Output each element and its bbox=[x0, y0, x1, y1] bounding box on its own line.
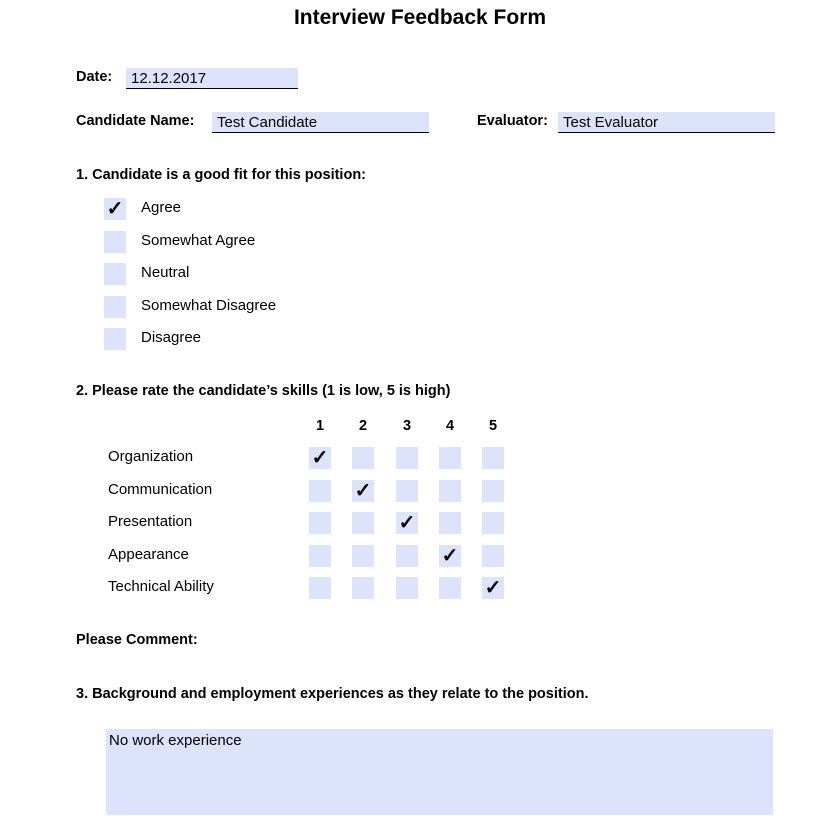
fit-checkbox[interactable]: ✓ bbox=[104, 198, 126, 220]
question-1-label: 1. Candidate is a good fit for this position: bbox=[76, 167, 366, 183]
skill-rating-checkbox[interactable]: ✓ bbox=[439, 545, 461, 567]
rating-scale-header: 1 bbox=[315, 418, 325, 434]
date-field[interactable]: 12.12.2017 bbox=[126, 68, 298, 89]
rating-scale-header: 3 bbox=[402, 418, 412, 434]
fit-option-label: Neutral bbox=[141, 264, 190, 281]
skill-rating-checkbox[interactable]: ✓ bbox=[309, 447, 331, 469]
skill-rating-checkbox[interactable] bbox=[439, 512, 461, 534]
skill-rating-checkbox[interactable] bbox=[309, 512, 331, 534]
skill-rating-checkbox[interactable] bbox=[309, 577, 331, 599]
rating-scale-header: 4 bbox=[445, 418, 455, 434]
skill-rating-checkbox[interactable] bbox=[396, 577, 418, 599]
skill-rating-checkbox[interactable] bbox=[439, 577, 461, 599]
skill-rating-checkbox[interactable] bbox=[352, 545, 374, 567]
fit-option-label: Somewhat Disagree bbox=[141, 297, 277, 314]
skill-rating-checkbox[interactable] bbox=[482, 447, 504, 469]
skill-rating-checkbox[interactable] bbox=[396, 545, 418, 567]
fit-checkbox[interactable] bbox=[104, 263, 126, 285]
rating-scale-header: 2 bbox=[358, 418, 368, 434]
skill-rating-checkbox[interactable] bbox=[352, 577, 374, 599]
question-2-label: 2. Please rate the candidate’s skills (1 is low, 5 is high) bbox=[76, 383, 451, 399]
fit-checkbox[interactable] bbox=[104, 328, 126, 350]
skill-label: Organization bbox=[108, 448, 194, 465]
background-experience-textarea[interactable]: No work experience bbox=[106, 729, 773, 815]
skill-rating-checkbox[interactable] bbox=[309, 545, 331, 567]
skill-rating-checkbox[interactable] bbox=[352, 512, 374, 534]
skill-rating-checkbox[interactable] bbox=[439, 480, 461, 502]
skill-rating-checkbox[interactable] bbox=[396, 447, 418, 469]
evaluator-field[interactable]: Test Evaluator bbox=[558, 112, 775, 133]
skill-rating-checkbox[interactable] bbox=[482, 545, 504, 567]
rating-scale-header: 5 bbox=[488, 418, 498, 434]
fit-option-label: Disagree bbox=[141, 329, 202, 346]
question-3-label: 3. Background and employment experiences as they relate to the position. bbox=[76, 686, 589, 702]
fit-checkbox[interactable] bbox=[104, 296, 126, 318]
skill-label: Presentation bbox=[108, 513, 193, 530]
candidate-name-label: Candidate Name: bbox=[76, 113, 195, 129]
skill-label: Communication bbox=[108, 481, 213, 498]
comment-label: Please Comment: bbox=[76, 632, 198, 648]
skill-rating-checkbox[interactable] bbox=[439, 447, 461, 469]
skill-rating-checkbox[interactable]: ✓ bbox=[396, 512, 418, 534]
skill-rating-checkbox[interactable] bbox=[309, 480, 331, 502]
fit-option-label: Agree bbox=[141, 199, 182, 216]
skill-rating-checkbox[interactable] bbox=[352, 447, 374, 469]
skill-rating-checkbox[interactable] bbox=[396, 480, 418, 502]
skill-rating-checkbox[interactable]: ✓ bbox=[352, 480, 374, 502]
skill-rating-checkbox[interactable]: ✓ bbox=[482, 577, 504, 599]
fit-option-label: Somewhat Agree bbox=[141, 232, 256, 249]
fit-checkbox[interactable] bbox=[104, 231, 126, 253]
skill-rating-checkbox[interactable] bbox=[482, 512, 504, 534]
form-title: Interview Feedback Form bbox=[293, 6, 547, 29]
date-label: Date: bbox=[76, 69, 113, 85]
evaluator-label: Evaluator: bbox=[477, 113, 548, 129]
skill-label: Technical Ability bbox=[108, 578, 214, 595]
skill-label: Appearance bbox=[108, 546, 189, 563]
skill-rating-checkbox[interactable] bbox=[482, 480, 504, 502]
candidate-name-field[interactable]: Test Candidate bbox=[212, 112, 429, 133]
